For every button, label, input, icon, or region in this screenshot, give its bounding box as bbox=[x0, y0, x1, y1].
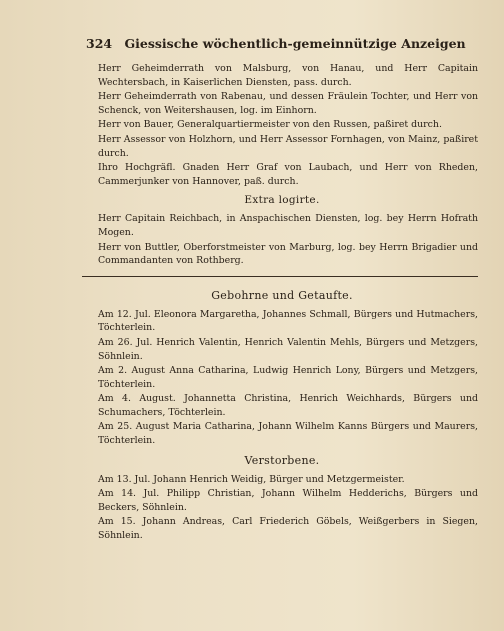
death-entry: Am 13. Jul. Johann Henrich Weidig, Bürger und Metzgermeister. bbox=[98, 473, 405, 485]
extra-entry: Herr von Buttler, Oberforstmeister von Marburg, log. bey Herrn Brigadier und Commandanten von Rothberg. bbox=[98, 241, 478, 267]
death-entry: Am 15. Johann Andreas, Carl Friederich Göbels, Weißgerbers in Siegen, Söhnlein. bbox=[98, 516, 478, 542]
births-heading: Gebohrne und Getaufte. bbox=[211, 288, 353, 302]
birth-entry: Am 2. August Anna Catharina, Ludwig Henrich Lony, Bürgers und Metzgers, Töchterlein. bbox=[98, 365, 478, 390]
arrival-entry: Herr Geheimderrath von Rabenau, und dessen Fräulein Tochter, und Herr von Schenck, von Weitershausen, log. im Einhorn. bbox=[98, 91, 478, 116]
section-divider bbox=[82, 276, 478, 277]
birth-entry: Am 4. August. Johannetta Christina, Henrich Weichhards, Bürgers und Schumachers, Töchterlein. bbox=[98, 393, 478, 418]
arrival-entry: Herr Geheimderrath von Malsburg, von Hanau, und Herr Capitain Wechtersbach, in Kaiserlichen Diensten, pass. durch. bbox=[98, 63, 478, 88]
running-header bbox=[86, 36, 478, 51]
birth-entry: Am 12. Jul. Eleonora Margaretha, Johannes Schmall, Bürgers und Hutmachers, Töchterlein. bbox=[98, 308, 478, 334]
death-entry: Am 14. Jul. Philipp Christian, Johann Wilhelm Hedderichs, Bürgers und Beckers, Söhnlein. bbox=[98, 488, 478, 513]
page-number: 324 bbox=[86, 36, 113, 51]
arrival-entry: Herr von Bauer, Generalquartiermeister von den Russen, paßiret durch. bbox=[98, 119, 442, 131]
running-title: Giessische wöchentlich-gemeinnützige Anzeigen bbox=[124, 36, 466, 51]
birth-entry: Am 25. August Maria Catharina, Johann Wilhelm Kanns Bürgers und Maurers, Töchterlein. bbox=[98, 421, 478, 447]
deaths-list bbox=[86, 473, 478, 543]
extra-entry: Herr Capitain Reichbach, in Anspachischen Diensten, log. bey Herrn Hofrath Mogen. bbox=[98, 213, 478, 238]
extra-list bbox=[86, 212, 478, 267]
arrivals-list bbox=[86, 62, 478, 188]
births-list bbox=[86, 308, 478, 448]
extra-heading: Extra logirte. bbox=[244, 194, 320, 207]
birth-entry: Am 26. Jul. Henrich Valentin, Henrich Valentin Mehls, Bürgers und Metzgers, Söhnlein. bbox=[98, 336, 478, 362]
arrival-entry: Herr Assessor von Holzhorn, und Herr Assessor Fornhagen, von Mainz, paßiret durch. bbox=[98, 133, 478, 159]
page-body bbox=[86, 62, 478, 544]
deaths-heading: Verstorbene. bbox=[244, 453, 320, 467]
arrival-entry: Ihro Hochgräfl. Gnaden Herr Graf von Laubach, und Herr von Rheden, Cammerjunker von Hannover, paß. durch. bbox=[98, 162, 478, 187]
